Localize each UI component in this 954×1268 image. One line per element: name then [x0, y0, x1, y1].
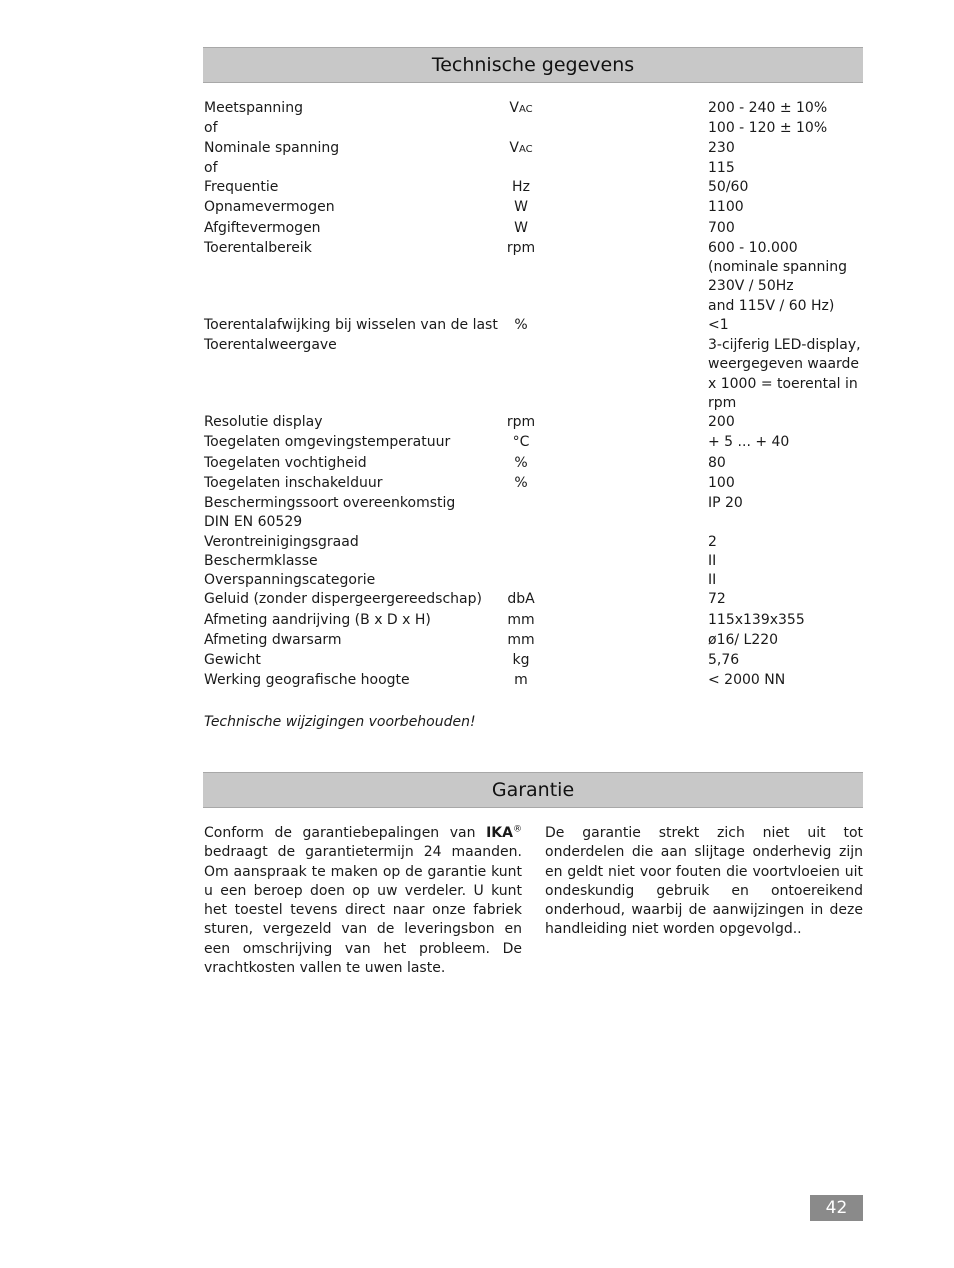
- spec-unit: [486, 316, 556, 336]
- spec-row: [204, 219, 863, 239]
- spec-value: II: [708, 552, 717, 569]
- spec-label: Frequentie: [204, 179, 279, 195]
- spec-value: 100 - 120 ± 10%: [708, 120, 828, 137]
- spec-row: [204, 533, 863, 552]
- spec-value: 230: [708, 139, 735, 156]
- spec-unit-main: mm: [507, 631, 535, 648]
- spec-unit-main: %: [514, 474, 528, 491]
- spec-value: ø16/ L220: [708, 631, 779, 648]
- spec-unit: [486, 139, 556, 159]
- warranty-heading: Garantie: [203, 772, 863, 808]
- spec-row: [204, 433, 863, 453]
- spec-value: 1100: [708, 199, 744, 216]
- spec-row: [204, 159, 863, 178]
- spec-label: Nominale spanning: [204, 139, 340, 156]
- spec-row: [204, 239, 863, 316]
- spec-value: 115x139x355: [708, 611, 805, 628]
- spec-row: [204, 552, 863, 571]
- spec-row: [204, 611, 863, 631]
- spec-unit: [486, 671, 556, 691]
- spec-value: 200: [708, 414, 735, 430]
- spec-label: Meetspanning: [204, 100, 303, 116]
- spec-value: < 2000 NN: [708, 672, 786, 689]
- warranty-text-intro: Conform de garantiebepalingen van: [204, 825, 487, 841]
- spec-unit: [486, 219, 556, 239]
- spec-unit: [486, 590, 556, 610]
- spec-label: Toerentalafwijking bij wisselen van de last: [204, 316, 498, 333]
- spec-unit-main: W: [514, 199, 528, 216]
- spec-unit-main: rpm: [506, 239, 536, 256]
- spec-label: Toegelaten omgevingstemperatuur: [204, 434, 451, 451]
- spec-label: Gewicht: [204, 652, 261, 668]
- registered-mark: ®: [513, 824, 522, 835]
- spec-value: 100: [708, 474, 735, 491]
- spec-label: Geluid (zonder dispergeergereedschap): [204, 591, 482, 608]
- warranty-paragraph-left: [204, 824, 522, 978]
- spec-row: [204, 336, 863, 413]
- spec-row: [204, 413, 863, 433]
- spec-unit-main: V: [509, 100, 519, 116]
- spec-label: Afgiftevermogen: [204, 219, 321, 236]
- spec-unit-main: W: [514, 219, 528, 236]
- spec-value: 2: [708, 533, 717, 550]
- spec-label: Toegelaten vochtigheid: [204, 454, 367, 471]
- warranty-text-body: bedraagt de garantietermijn 24 maanden. Om aanspraak te maken op de garantie kunt u een beroep doen op uw verdeler. U kunt het toestel tevens direct naar onze fabriek sturen, vergezeld van de leveringsbon en een omschrijving van het probleem. De vrachtkosten vallen te uwen laste.: [204, 844, 522, 977]
- technical-data-heading: Technische gegevens: [203, 47, 863, 83]
- spec-label: of: [204, 159, 218, 176]
- warranty-paragraph-right: De garantie strekt zich niet uit tot onderdelen die aan slijtage onderhevig zijn en geldt niet voor fouten die voortvloeien uit ondeskundig gebruik en ontoereikend onderhoud, waarbij de aanwijzingen in deze handleiding niet worden opgevolgd..: [545, 825, 863, 938]
- spec-unit: [486, 433, 556, 453]
- page-number: 42: [810, 1195, 863, 1221]
- spec-unit-main: %: [514, 454, 528, 471]
- spec-label: Toerentalweergave: [204, 337, 337, 353]
- spec-row: [204, 513, 863, 532]
- spec-value: 3-cijferig LED-display, weergegeven waarde x 1000 = toerental in rpm: [708, 337, 861, 411]
- spec-value: 72: [708, 591, 726, 608]
- spec-unit-main: dbA: [507, 591, 535, 608]
- spec-row: [204, 671, 863, 691]
- spec-unit: [486, 178, 556, 198]
- spec-row: [204, 139, 863, 159]
- spec-row: [204, 454, 863, 474]
- spec-value: 5,76: [708, 652, 740, 668]
- spec-unit-main: rpm: [506, 414, 536, 430]
- spec-value: IP 20: [708, 495, 743, 511]
- spec-unit-main: %: [514, 316, 528, 333]
- spec-row: [204, 99, 863, 119]
- spec-label: Resolutie display: [204, 414, 323, 430]
- spec-unit: [486, 413, 556, 433]
- spec-label: Opnamevermogen: [204, 199, 335, 216]
- spec-value: 200 - 240 ± 10%: [708, 100, 828, 116]
- spec-row: [204, 571, 863, 590]
- spec-row: [204, 474, 863, 494]
- spec-label: Toerentalbereik: [204, 239, 312, 256]
- spec-unit: [486, 474, 556, 494]
- spec-unit: [486, 99, 556, 119]
- spec-unit: [486, 454, 556, 474]
- spec-value: 50/60: [708, 179, 749, 195]
- spec-label: Toegelaten inschakelduur: [204, 474, 383, 491]
- spec-row: [204, 651, 863, 671]
- spec-unit-main: kg: [512, 652, 530, 668]
- spec-value: <1: [708, 316, 729, 333]
- spec-label: Verontreinigingsgraad: [204, 533, 359, 550]
- spec-value: 80: [708, 454, 726, 471]
- spec-unit-main: V: [509, 139, 519, 156]
- technical-data-table: [204, 99, 863, 692]
- spec-value: 115: [708, 159, 735, 176]
- spec-unit: [486, 239, 556, 259]
- spec-unit: [486, 611, 556, 631]
- spec-value: II: [708, 572, 717, 588]
- spec-row: [204, 631, 863, 651]
- spec-row: [204, 119, 863, 138]
- spec-label: Werking geografische hoogte: [204, 672, 410, 689]
- spec-label: Overspanningscategorie: [204, 572, 376, 588]
- spec-label: Beschermingssoort overeenkomstig: [204, 495, 456, 511]
- spec-unit-main: mm: [507, 611, 535, 628]
- spec-value: 600 - 10.000 (nominale spanning 230V / 50Hz and 115V / 60 Hz): [708, 239, 847, 314]
- spec-unit: [486, 651, 556, 671]
- spec-row: [204, 178, 863, 198]
- spec-label: Afmeting dwarsarm: [204, 631, 342, 648]
- spec-unit-sub: AC: [518, 143, 533, 155]
- spec-label: Afmeting aandrijving (B x D x H): [204, 611, 431, 628]
- spec-row: [204, 494, 863, 513]
- spec-row: [204, 590, 863, 610]
- brand-name: IKA: [486, 825, 513, 841]
- spec-row: [204, 316, 863, 336]
- spec-label: Beschermklasse: [204, 552, 318, 569]
- spec-unit: [486, 198, 556, 218]
- spec-unit: [486, 631, 556, 651]
- spec-unit-main: Hz: [512, 179, 530, 195]
- spec-row: [204, 198, 863, 218]
- spec-unit-sub: AC: [518, 104, 533, 115]
- spec-label: DIN EN 60529: [204, 514, 303, 531]
- spec-label: of: [204, 120, 218, 137]
- technical-changes-note: Technische wijzigingen voorbehouden!: [204, 714, 476, 730]
- spec-unit-main: °C: [512, 434, 530, 451]
- spec-unit-main: m: [514, 672, 528, 689]
- spec-value: 700: [708, 219, 735, 236]
- spec-value: + 5 ... + 40: [708, 434, 790, 451]
